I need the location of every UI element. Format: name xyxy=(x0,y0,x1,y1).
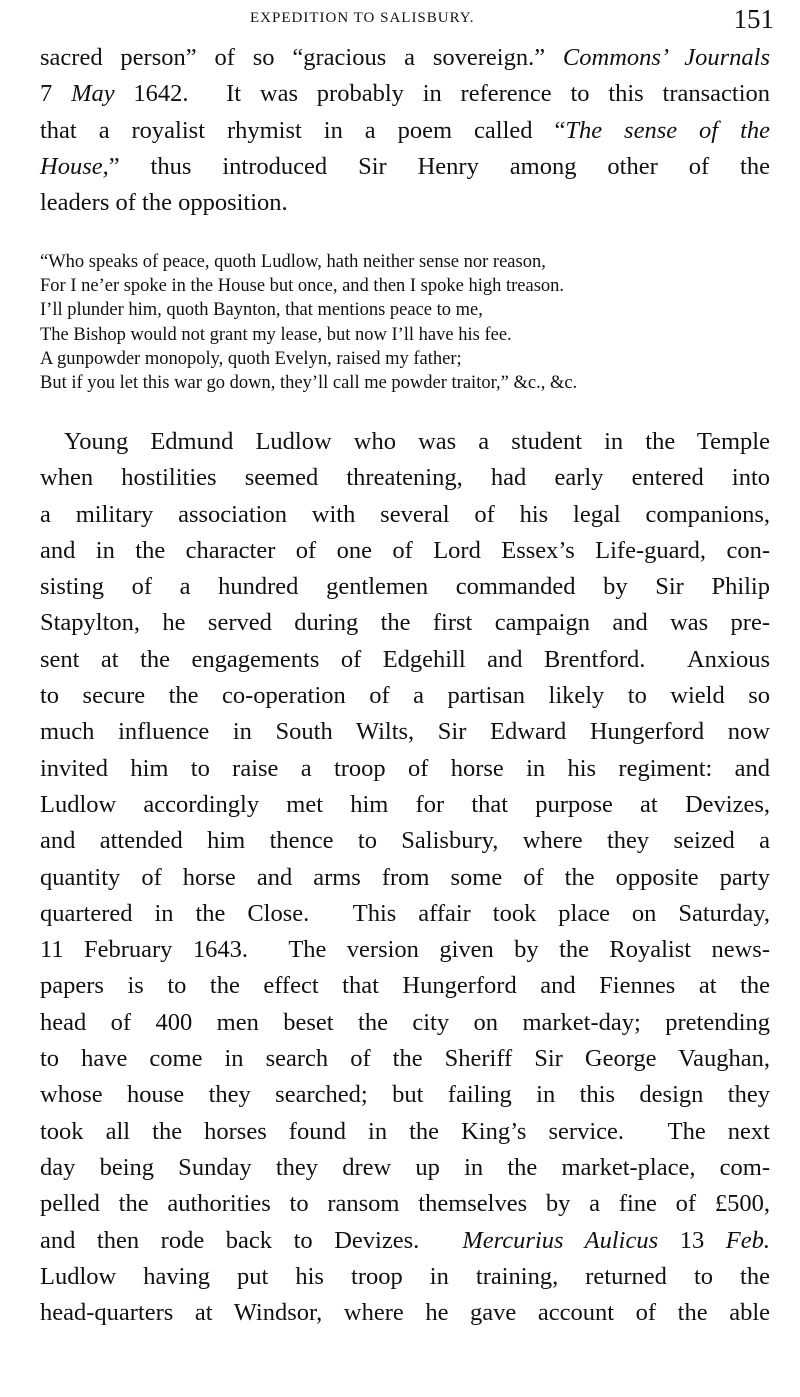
italic-text: House, xyxy=(40,152,109,180)
text-run: sent at the engagements of Edgehill and Brentford. Anxious xyxy=(40,645,770,673)
italic-text: May xyxy=(71,80,115,108)
text-line xyxy=(40,968,770,1004)
text-line xyxy=(40,642,770,678)
text-line xyxy=(40,533,770,569)
italic-text: Commons’ Journals xyxy=(562,44,770,71)
text-line xyxy=(40,1077,770,1113)
text-line xyxy=(40,1186,770,1222)
text-run: Stapylton, he served during the first campaign and was pre- xyxy=(40,609,770,637)
text-line xyxy=(40,1259,770,1295)
text-line xyxy=(40,787,770,823)
text-run: to have come in search of the Sheriff Sir George Vaughan, xyxy=(40,1045,770,1073)
paragraph-continuation xyxy=(40,40,770,221)
text-run: quartered in the Close. This affair took place on Saturday, xyxy=(40,899,770,927)
text-run: papers is to the effect that Hungerford and Fiennes at the xyxy=(40,972,770,1000)
text-run: and attended him thence to Salisbury, where they seized a xyxy=(40,827,770,855)
text-line xyxy=(40,605,770,641)
poem-line: I’ll plunder him, quoth Baynton, that mentions peace to me, xyxy=(40,300,483,321)
text-line xyxy=(40,1295,770,1331)
text-run: and in the character of one of Lord Essex’s Life-guard, con- xyxy=(40,536,770,564)
paragraph-ludlow xyxy=(40,424,770,1331)
text-line xyxy=(40,1223,770,1259)
italic-text: Mercurius Aulicus xyxy=(462,1226,659,1254)
poem-line: “Who speaks of peace, quoth Ludlow, hath neither sense nor reason, xyxy=(40,252,546,272)
text-line xyxy=(40,932,770,968)
text-line xyxy=(40,497,770,533)
text-run: and then rode back to Devizes. xyxy=(40,1226,463,1254)
text-line xyxy=(40,424,770,460)
text-line xyxy=(40,678,770,714)
text-run: Young Edmund Ludlow who was a student in the Temple xyxy=(64,428,770,455)
text-run: to secure the co-operation of a partisan likely to wield so xyxy=(40,682,770,710)
text-run: 13 xyxy=(658,1226,726,1254)
text-line xyxy=(40,460,770,496)
text-run: that a royalist rhymist in a poem called “ xyxy=(40,116,566,144)
text-run: a military association with several of his legal companions, xyxy=(40,500,770,528)
text-run: Ludlow accordingly met him for that purpose at Devizes, xyxy=(40,790,770,818)
text-run: 1642. It was probably in reference to this transaction xyxy=(114,80,770,108)
text-line xyxy=(40,149,770,185)
page-number: 151 xyxy=(733,4,774,34)
poem-line: The Bishop would not grant my lease, but now I’ll have his fee. xyxy=(40,324,512,345)
poem-quotation xyxy=(40,250,780,395)
text-run: invited him to raise a troop of horse in his regiment: and xyxy=(40,754,770,782)
text-line xyxy=(40,113,770,149)
poem-line: A gunpowder monopoly, quoth Evelyn, raised my father; xyxy=(40,348,462,369)
text-line xyxy=(40,896,770,932)
text-run: sacred person” of so “gracious a sovereign.” xyxy=(40,44,563,71)
text-line xyxy=(40,860,770,896)
text-run: quantity of horse and arms from some of the opposite party xyxy=(40,863,770,891)
italic-text: The sense of the xyxy=(565,116,770,144)
text-line xyxy=(40,569,770,605)
text-run: whose house they searched; but failing in this design they xyxy=(40,1081,770,1109)
poem-line: For I ne’er spoke in the House but once, and then I spoke high treason. xyxy=(40,276,565,297)
text-run: Ludlow having put his troop in training, returned to the xyxy=(40,1262,770,1290)
text-run: head of 400 men beset the city on market-day; pretending xyxy=(40,1008,770,1036)
text-line xyxy=(40,1114,770,1150)
page-header xyxy=(0,4,800,34)
text-line xyxy=(40,1041,770,1077)
text-line xyxy=(40,40,770,76)
text-line xyxy=(40,1005,770,1041)
text-line xyxy=(40,751,770,787)
text-run: 7 xyxy=(40,80,72,108)
text-run: much influence in South Wilts, Sir Edward Hungerford now xyxy=(40,718,770,746)
text-run: day being Sunday they drew up in the market-place, com- xyxy=(40,1153,770,1181)
text-run: pelled the authorities to ransom themselves by a fine of £500, xyxy=(40,1190,770,1218)
text-line xyxy=(40,76,770,112)
text-run: took all the horses found in the King’s service. The next xyxy=(40,1117,770,1145)
text-run: ” thus introduced Sir Henry among other of the xyxy=(108,152,770,180)
text-line xyxy=(40,823,770,859)
text-line xyxy=(40,714,770,750)
running-title: EXPEDITION TO SALISBURY. xyxy=(250,10,475,26)
text-line xyxy=(40,1150,770,1186)
poem-line: But if you let this war go down, they’ll call me powder traitor,” &c., &c. xyxy=(40,372,578,393)
text-run: head-quarters at Windsor, where he gave account of the able xyxy=(40,1299,770,1327)
text-run: 11 February 1643. The version given by the Royalist news- xyxy=(40,936,770,964)
text-run: when hostilities seemed threatening, had early entered into xyxy=(40,464,770,492)
italic-text: Feb. xyxy=(725,1226,770,1254)
text-line xyxy=(40,185,770,221)
text-run: sisting of a hundred gentlemen commanded by Sir Philip xyxy=(40,573,770,601)
text-run: leaders of the opposition. xyxy=(40,189,288,217)
